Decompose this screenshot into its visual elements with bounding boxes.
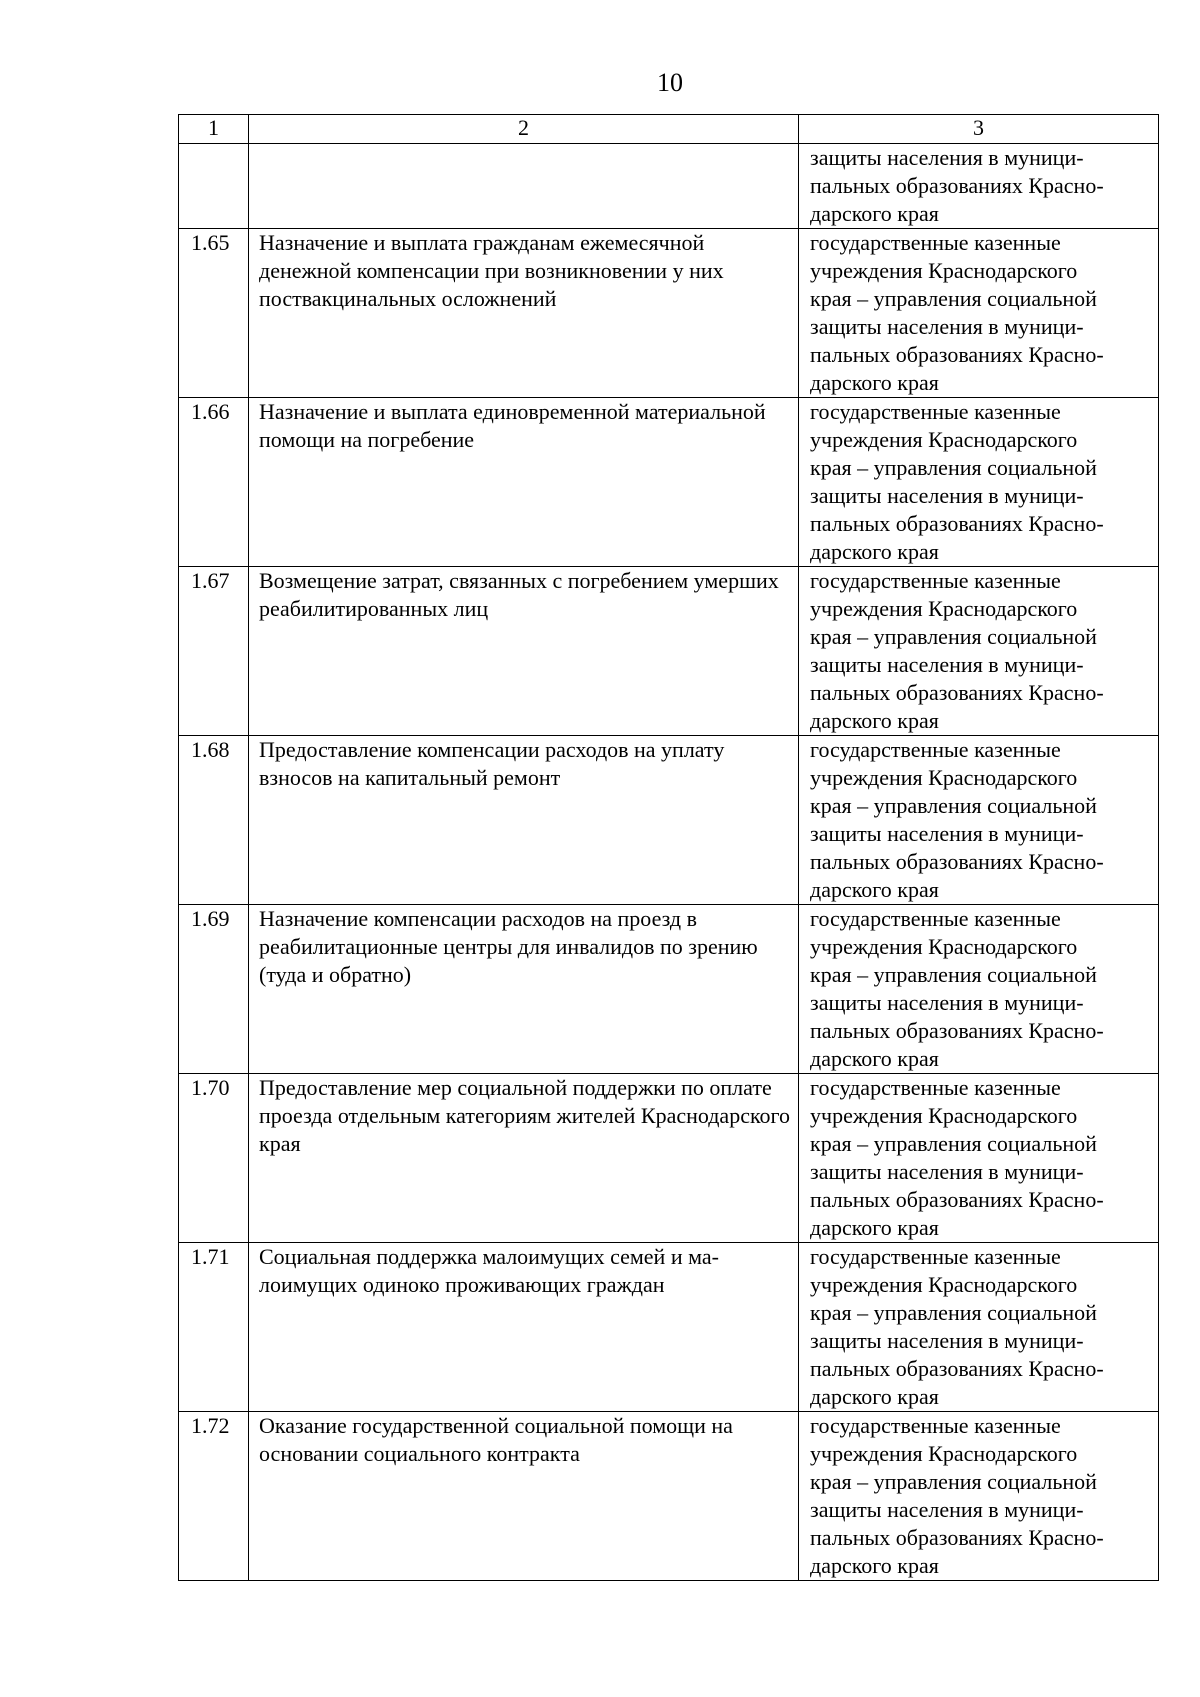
org-line: государственные казенные: [810, 568, 1061, 593]
continuation-org-cell: [799, 144, 1159, 229]
continuation-num-cell: [179, 144, 249, 229]
org-line: края – управления социальной: [810, 1469, 1097, 1494]
service-description: Назначение и выплата гражданам ежемесячной денежной компенсации при возникновении у них поствакцинальных осложнений: [249, 229, 799, 398]
service-description: Социальная поддержка малоимущих семей и малоимущих одиноко проживающих граждан: [249, 1243, 799, 1412]
org-line: края – управления социальной: [810, 286, 1097, 311]
org-line: государственные казенные: [810, 906, 1061, 931]
row-number: 1.65: [179, 229, 249, 398]
org-line: пальных образованиях Красно-: [810, 1018, 1104, 1043]
org-line: учреждения Краснодарского: [810, 427, 1078, 452]
org-line: пальных образованиях Красно-: [810, 680, 1104, 705]
org-line: государственные казенные: [810, 1244, 1061, 1269]
table-row: [179, 229, 1159, 398]
org-line: пальных образованиях Красно-: [810, 173, 1104, 198]
service-description: Возмещение затрат, связанных с погребением умерших реабилитированных лиц: [249, 567, 799, 736]
org-line: защиты населения в муници-: [810, 1159, 1084, 1184]
org-line: пальных образованиях Красно-: [810, 511, 1104, 536]
responsible-organization: [799, 905, 1159, 1074]
responsible-organization: [799, 1074, 1159, 1243]
org-line: края – управления социальной: [810, 1300, 1097, 1325]
row-number: 1.68: [179, 736, 249, 905]
org-line: учреждения Краснодарского: [810, 1103, 1078, 1128]
org-line: государственные казенные: [810, 230, 1061, 255]
org-line: пальных образованиях Красно-: [810, 1525, 1104, 1550]
table-row: [179, 905, 1159, 1074]
continuation-row: [179, 144, 1159, 229]
org-line: государственные казенные: [810, 1075, 1061, 1100]
row-number: 1.67: [179, 567, 249, 736]
org-line: учреждения Краснодарского: [810, 1441, 1078, 1466]
org-line: государственные казенные: [810, 737, 1061, 762]
service-description: Предоставление компенсации расходов на уплату взносов на капитальный ремонт: [249, 736, 799, 905]
responsible-organization: [799, 229, 1159, 398]
org-line: защиты населения в муници-: [810, 1328, 1084, 1353]
org-line: края – управления социальной: [810, 962, 1097, 987]
table-header-row: [179, 115, 1159, 144]
org-line: края – управления социальной: [810, 624, 1097, 649]
org-line: дарского края: [810, 201, 939, 226]
org-line: учреждения Краснодарского: [810, 1272, 1078, 1297]
org-line: защиты населения в муници-: [810, 314, 1084, 339]
org-line: защиты населения в муници-: [810, 821, 1084, 846]
org-line: дарского края: [810, 877, 939, 902]
org-line: защиты населения в муници-: [810, 145, 1084, 170]
row-number: 1.69: [179, 905, 249, 1074]
org-line: пальных образованиях Красно-: [810, 849, 1104, 874]
org-line: пальных образованиях Красно-: [810, 1187, 1104, 1212]
org-line: края – управления социальной: [810, 455, 1097, 480]
org-line: дарского края: [810, 1384, 939, 1409]
org-line: защиты населения в муници-: [810, 990, 1084, 1015]
org-line: защиты населения в муници-: [810, 652, 1084, 677]
table-row: [179, 567, 1159, 736]
row-number: 1.71: [179, 1243, 249, 1412]
org-line: государственные казенные: [810, 1413, 1061, 1438]
org-line: дарского края: [810, 370, 939, 395]
org-line: дарского края: [810, 1215, 939, 1240]
org-line: дарского края: [810, 708, 939, 733]
row-number: 1.66: [179, 398, 249, 567]
header-col-3: 3: [799, 115, 1159, 144]
responsible-organization: [799, 1243, 1159, 1412]
org-line: учреждения Краснодарского: [810, 596, 1078, 621]
org-line: учреждения Краснодарского: [810, 934, 1078, 959]
service-description: Назначение компенсации расходов на проезд в реабилитационные центры для инвалидов по зрению (туда и обратно): [249, 905, 799, 1074]
service-description: Оказание государственной социальной помощи на основании социального контракта: [249, 1412, 799, 1581]
table-row: [179, 1412, 1159, 1581]
org-line: государственные казенные: [810, 399, 1061, 424]
table-row: [179, 736, 1159, 905]
table-row: [179, 1074, 1159, 1243]
org-line: дарского края: [810, 539, 939, 564]
service-description: Предоставление мер социальной поддержки по оплате проезда отдельным категориям жителей Краснодарского края: [249, 1074, 799, 1243]
continuation-desc-cell: [249, 144, 799, 229]
table-row: [179, 1243, 1159, 1412]
org-line: защиты населения в муници-: [810, 483, 1084, 508]
org-line: пальных образованиях Красно-: [810, 342, 1104, 367]
header-col-1: 1: [179, 115, 249, 144]
responsible-organization: [799, 398, 1159, 567]
service-description: Назначение и выплата единовременной материальной помощи на погребение: [249, 398, 799, 567]
org-line: защиты населения в муници-: [810, 1497, 1084, 1522]
row-number: 1.70: [179, 1074, 249, 1243]
org-line: края – управления социальной: [810, 793, 1097, 818]
responsible-organization: [799, 736, 1159, 905]
page-number: 10: [657, 68, 683, 97]
row-number: 1.72: [179, 1412, 249, 1581]
org-line: дарского края: [810, 1046, 939, 1071]
responsible-organization: [799, 567, 1159, 736]
responsible-organization: [799, 1412, 1159, 1581]
org-line: пальных образованиях Красно-: [810, 1356, 1104, 1381]
org-line: края – управления социальной: [810, 1131, 1097, 1156]
table-row: [179, 398, 1159, 567]
org-line: учреждения Краснодарского: [810, 258, 1078, 283]
services-table: [178, 114, 1159, 1581]
org-line: дарского края: [810, 1553, 939, 1578]
header-col-2: 2: [249, 115, 799, 144]
org-line: учреждения Краснодарского: [810, 765, 1078, 790]
